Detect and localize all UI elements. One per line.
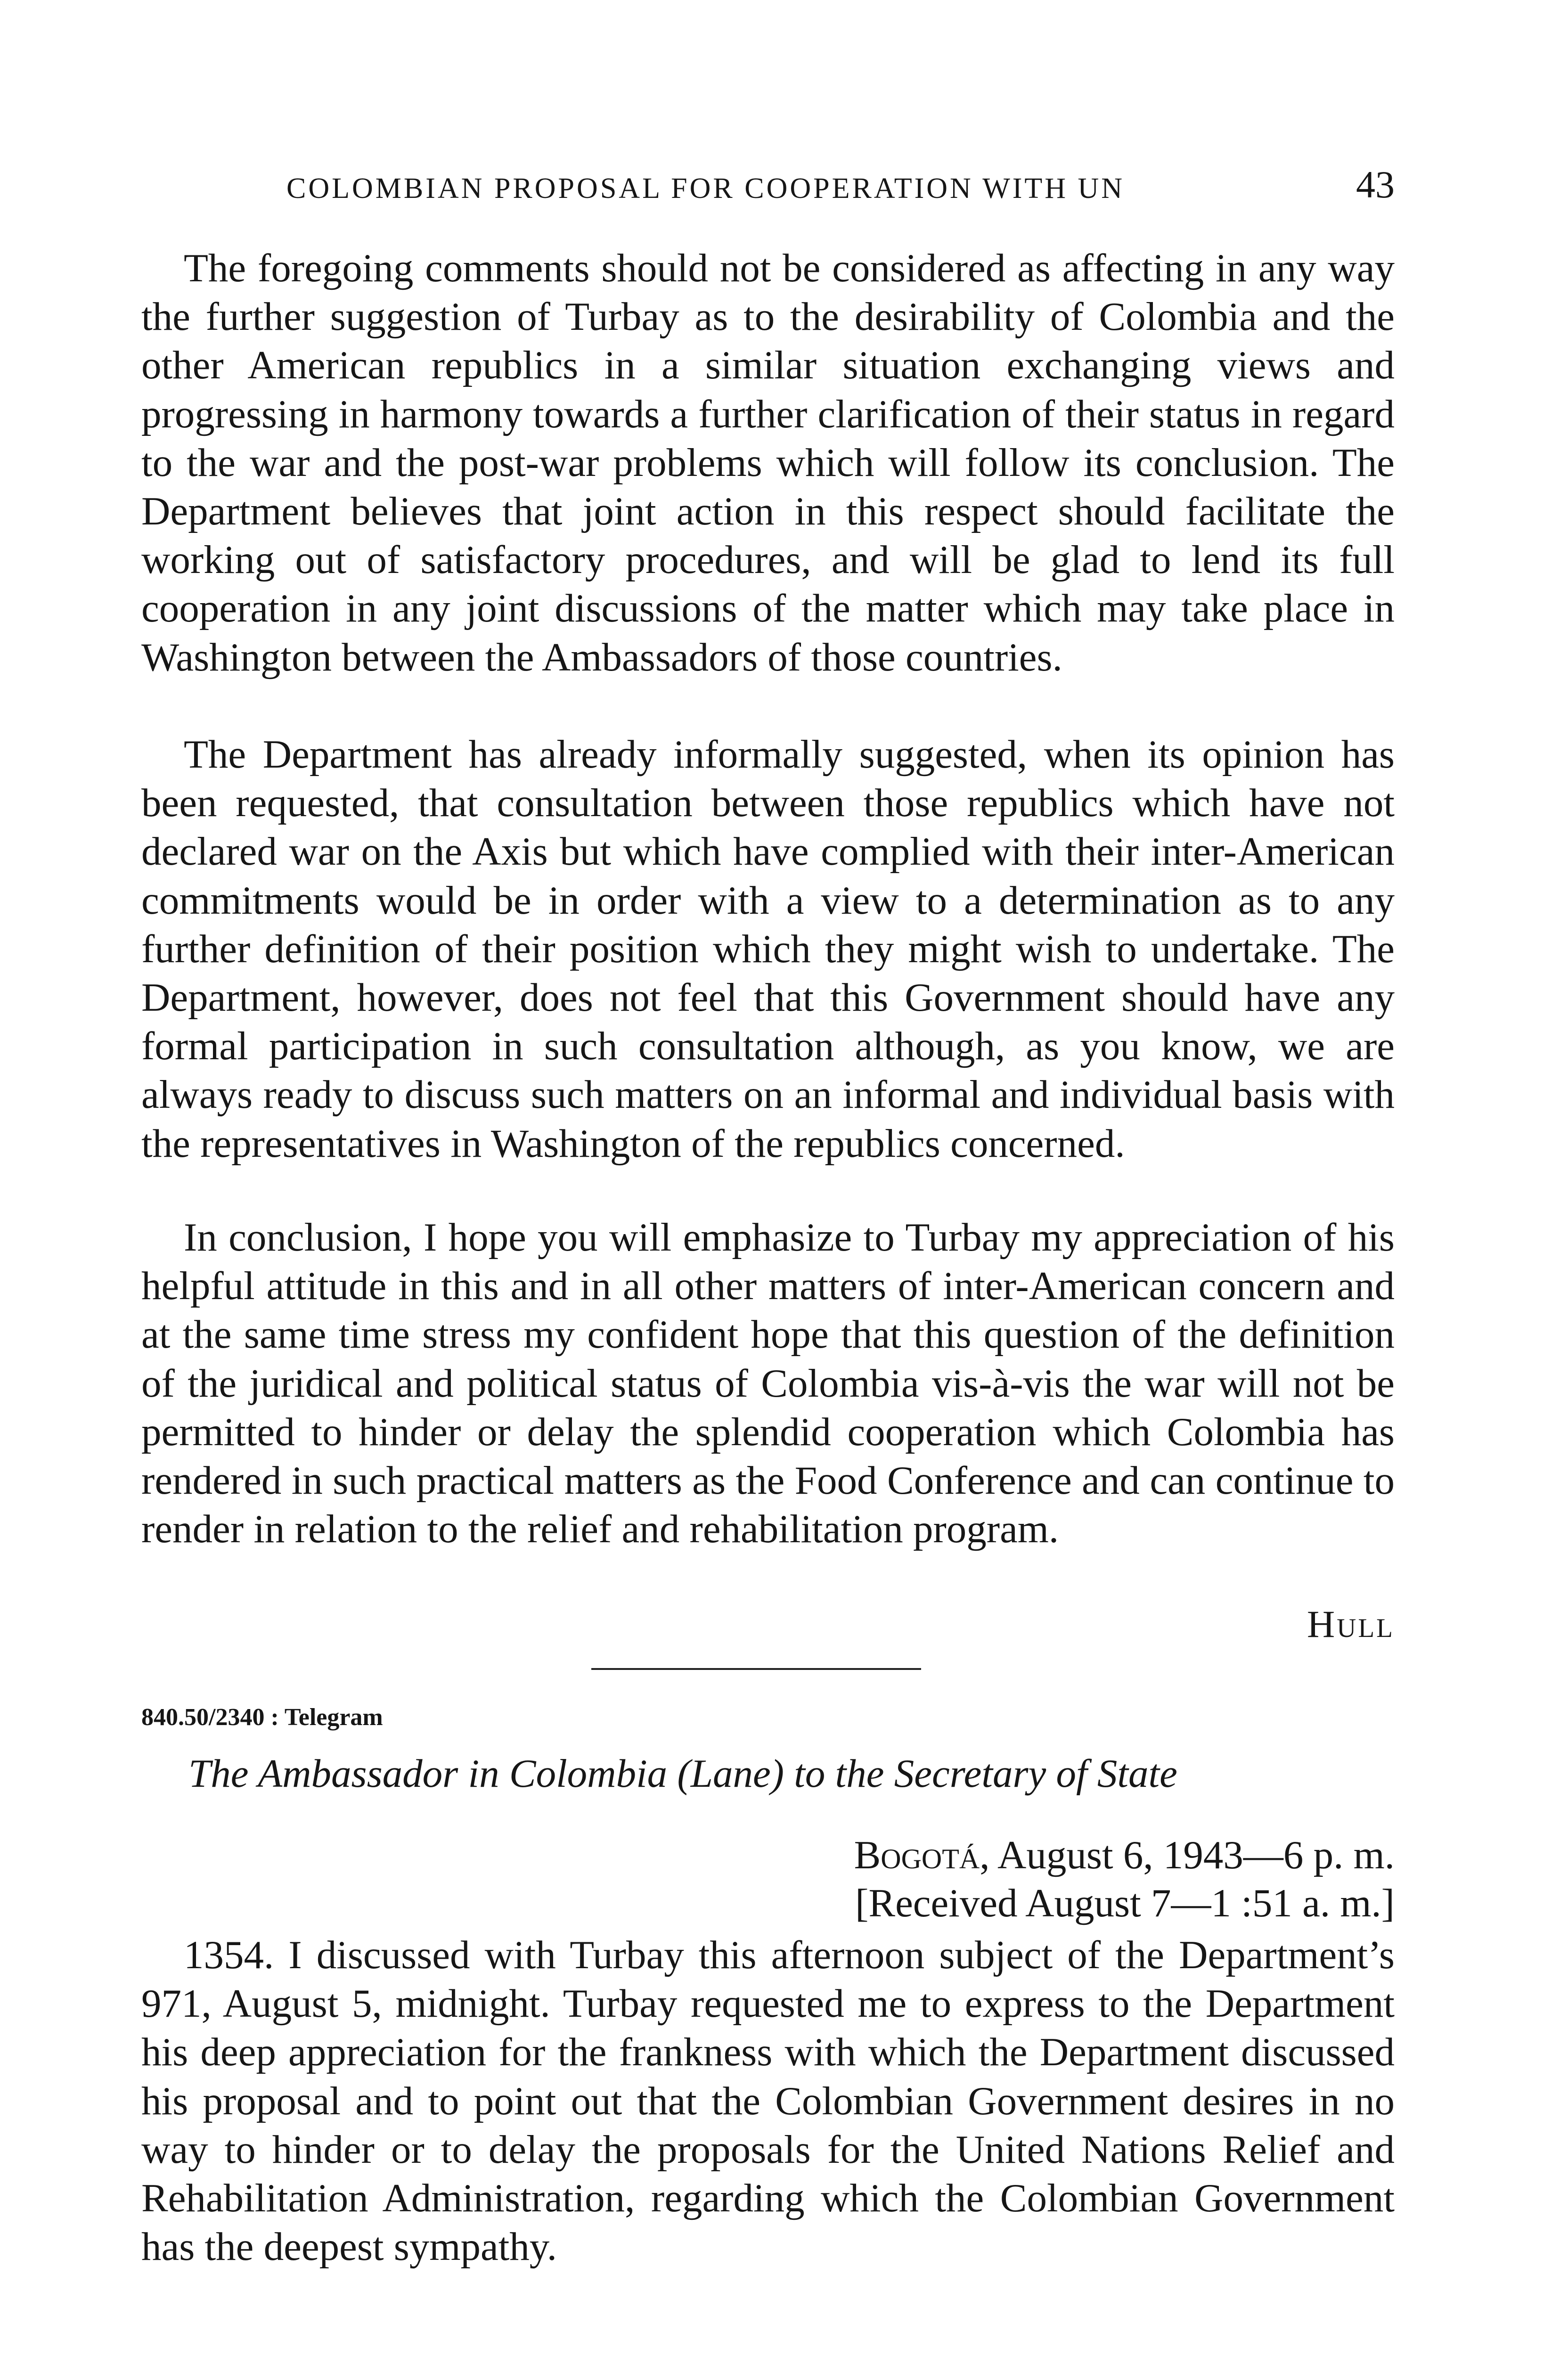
- dateline-place: Bogotá: [854, 1833, 980, 1877]
- paragraph-foregoing-comments: The foregoing comments should not be considered as affecting in any way the further suggestion of Turbay as to the desirability of Colombia and the other American republics in a similar situation exchanging views and progressing in harmony towards a further clarification of their status in regard to the war and the post-war problems which will follow its conclusion. The Department believes that joint action in this respect should facilitate the working out of satisfactory procedures, and will be glad to lend its full cooperation in any joint discussions of the matter which may take place in Washington between the Ambassadors of those countries.: [141, 246, 1395, 679]
- section-divider: [591, 1668, 921, 1670]
- document-heading: The Ambassador in Colombia (Lane) to the Secretary of State: [188, 1751, 1177, 1796]
- dateline: [854, 1832, 1395, 1878]
- paragraph-telegram-1354: 1354. I discussed with Turbay this afternoon subject of the Department’s 971, August 5, midnight. Turbay requested me to express to the Department his deep appreciation for the frankness with which the Department discussed his proposal and to point out that the Colombian Government desires in no way to hinder or to delay the proposals for the United Nations Relief and Rehabilitation Administration, regarding which the Colombian Government has the deepest sympathy.: [141, 1933, 1395, 2269]
- running-title: COLOMBIAN PROPOSAL FOR COOPERATION WITH UN: [286, 172, 1125, 205]
- paragraph-department-suggested: The Department has already informally suggested, when its opinion has been requested, that consultation between those republics which have not declared war on the Axis but which have complied with their inter-American commitments would be in order with a view to a determination as to any further definition of their position which they might wish to undertake. The Department, however, does not feel that this Government should have any formal participation in such consultation although, as you know, we are always ready to discuss such matters on an informal and individual basis with the representatives in Washington of the republics concerned.: [141, 732, 1395, 1166]
- signature-hull: Hull: [1307, 1603, 1395, 1645]
- dateline-date: , August 6, 1943—6 p. m.: [980, 1833, 1395, 1877]
- page-number: 43: [1356, 163, 1395, 206]
- paragraph-conclusion: In conclusion, I hope you will emphasize to Turbay my appreciation of his helpful attitude in this and in all other matters of inter-American concern and at the same time stress my confident hope that this question of the definition of the juridical and political status of Colombia vis-à-vis the war will not be permitted to hinder or delay the splendid cooperation which Colombia has rendered in such practical matters as the Food Conference and can continue to render in relation to the relief and rehabilitation program.: [141, 1215, 1395, 1552]
- running-header: [141, 163, 1395, 210]
- file-reference: 840.50/2340 : Telegram: [141, 1704, 383, 1731]
- received-line: [Received August 7—1 :51 a. m.]: [855, 1881, 1395, 1925]
